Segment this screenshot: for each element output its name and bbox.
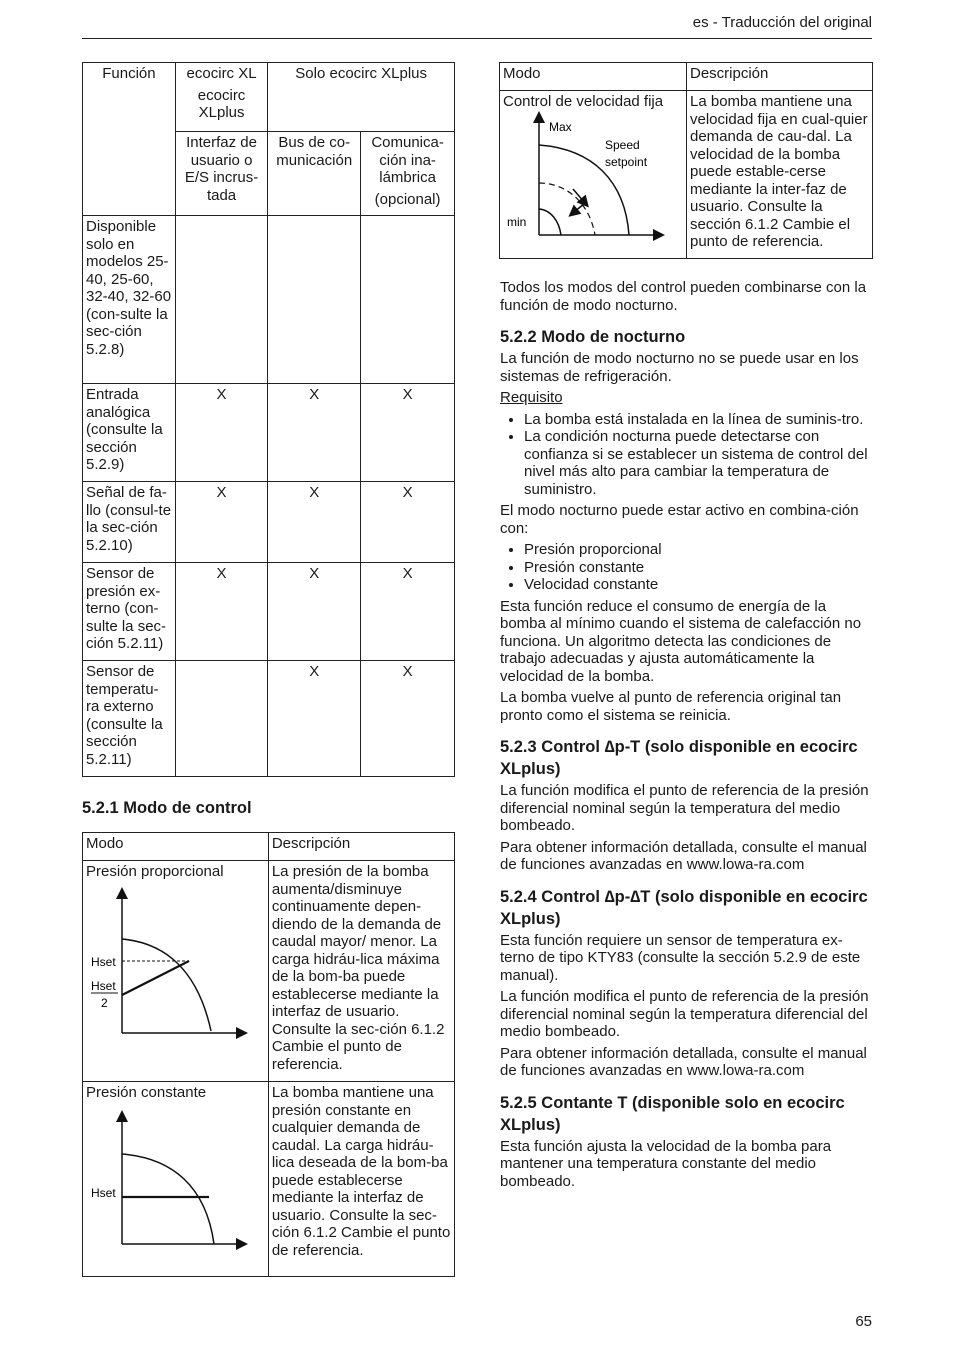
row-cell: X <box>268 482 361 563</box>
intro-paragraph: Todos los modos del control pueden combinarse con la función de modo nocturno. <box>500 279 867 314</box>
row-label: Entrada analógica (consulte la sección 5.2.9) <box>83 384 176 482</box>
hset-label: Hset <box>91 954 116 969</box>
s523-p2: Para obtener información detallada, consulte el manual de funciones avanzadas en www.lowa-ra.com <box>500 838 867 873</box>
table-row <box>83 861 455 1082</box>
max-curve <box>122 939 211 1031</box>
row-cell: X <box>268 384 361 482</box>
hset2-bottom-label: 2 <box>101 995 108 1010</box>
col-mode-header: Modo <box>500 63 687 91</box>
mode-label: Control de velocidad fija <box>503 93 664 110</box>
row-label: Sensor de temperatu-ra externo (consulte la sección 5.2.11) <box>83 661 176 777</box>
section-525-title: 5.2.5 Contante T (disponible solo en ecocirc XLplus) <box>500 1093 845 1134</box>
header-title: es - Traducción del original <box>692 14 872 31</box>
requisito-list <box>500 411 873 499</box>
right-column <box>500 279 873 1194</box>
mode-cell <box>500 91 687 259</box>
row-label: Sensor de presión ex-terno (con-sulte la sec-ción 5.2.11) <box>83 563 176 661</box>
sub-wireless-header <box>361 132 455 216</box>
row-cell: X <box>361 482 455 563</box>
list-item: • La condición nocturna puede detectarse con confianza si se establecer un sistema de control del nivel más alto para cambiar la temperatura de suministro. <box>524 428 873 498</box>
row-label: Disponible solo en modelos 25-40, 25-60, 32-40, 32-60 (con-sulte la sec-ción 5.2.8) <box>83 216 176 384</box>
sub-bus-header: Bus de co-municación <box>268 132 361 216</box>
s524-p1: Esta función requiere un sensor de temperatura ex-terno de tipo KTY83 (consulte la sección 5.2.9 de este manual). <box>500 931 861 984</box>
control-mode-table <box>82 832 455 1277</box>
section-521-title: 5.2.1 Modo de control <box>82 799 252 817</box>
proportional-line <box>122 961 189 995</box>
combo-list <box>500 541 873 594</box>
table-row <box>83 384 455 482</box>
speed-label: Speed <box>605 137 640 152</box>
max-curve <box>122 1154 214 1244</box>
mode-label: Presión proporcional <box>86 863 224 880</box>
row-cell: X <box>175 482 268 563</box>
mode-cell <box>83 861 269 1082</box>
col-funcion-header: Función <box>83 63 176 216</box>
s523-p1: La función modifica el punto de referencia de la presión diferencial nominal según la temperatura del medio bombeado. <box>500 782 869 834</box>
header-rule <box>82 38 872 39</box>
row-cell <box>361 216 455 384</box>
increase-arrow <box>573 203 585 213</box>
col-xlplus-only-header: Solo ecocirc XLplus <box>268 63 455 132</box>
row-cell: X <box>361 563 455 661</box>
min-speed-curve <box>539 209 561 235</box>
col-mode-header: Modo <box>83 833 269 861</box>
section-523-title: 5.2.3 Control ∆p-T (solo disponible en ecocirc XLplus) <box>500 738 858 778</box>
s524-p3: Para obtener información detallada, consulte el manual de funciones avanzadas en www.lowa-ra.com <box>500 1044 867 1079</box>
max-label: Max <box>549 119 572 134</box>
s525-p1: Esta función ajusta la velocidad de la bomba para mantener una temperatura constante del medio bombeado. <box>500 1137 832 1190</box>
mode-cell <box>83 1082 269 1277</box>
fixed-speed-diagram <box>503 111 683 243</box>
sub-wireless-label: Comunica-ción ina-lámbrica <box>371 134 444 186</box>
desc-cell: La bomba mantiene una velocidad fija en cual-quier demanda de cau-dal. La velocidad de la bomba puede estable-cerse mediante la inter-faz de usuario. Consulte la sección 6.1.2 Cambie el punto de referencia. <box>687 91 873 259</box>
table-row <box>83 482 455 563</box>
list-item: • Presión proporcional <box>524 541 873 559</box>
list-item: • Velocidad constante <box>524 576 873 594</box>
row-cell: X <box>361 384 455 482</box>
col-xl-header <box>175 63 268 132</box>
table-row <box>83 563 455 661</box>
col-desc-header: Descripción <box>268 833 454 861</box>
row-cell: X <box>175 384 268 482</box>
min-label: min <box>507 214 527 229</box>
setpoint-curve <box>539 183 595 235</box>
sub-interface-header: Interfaz de usuario o E/S incrus-tada <box>175 132 268 216</box>
speed-control-table <box>499 62 873 259</box>
s522-p2: El modo nocturno puede estar activo en combina-ción con: <box>500 502 859 537</box>
desc-cell: La bomba mantiene una presión constante en cualquier demanda de caudal. La carga hidráu-lica deseada de la bom-ba puede establecerse mediante la interfaz de usuario. Consulte la sec-ción 6.1.2 Cambie el punto de referencia. <box>268 1082 454 1277</box>
col-xl-line1: ecocirc XL <box>186 65 257 82</box>
table-row <box>500 91 873 259</box>
col-xl-line2: ecocirc XLplus <box>197 86 246 121</box>
row-cell <box>175 661 268 777</box>
list-item: • La bomba está instalada en la línea de suminis-tro. <box>524 411 873 429</box>
row-cell: X <box>268 661 361 777</box>
col-desc-header: Descripción <box>687 63 873 91</box>
section-524-title: 5.2.4 Control ∆p-∆T (solo disponible en ecocirc XLplus) <box>500 887 868 928</box>
function-table <box>82 62 455 777</box>
hset2-top-label: Hset <box>91 978 116 993</box>
constant-pressure-diagram <box>86 1102 256 1252</box>
row-label: Señal de fa-llo (consul-te la sec-ción 5.2.10) <box>83 482 176 563</box>
table-row <box>83 661 455 777</box>
table-row <box>83 1082 455 1277</box>
s522-p3: Esta función reduce el consumo de energía de la bomba al mínimo cuando el sistema de calefacción no funciona. Un algoritmo detecta las condiciones de trabajo adecuadas y ajusta automáticamente la velocidad de la bomba. <box>500 597 862 685</box>
desc-cell: La presión de la bomba aumenta/disminuye continuamente depen-diendo de la demanda de caudal mayor/ menor. La carga hidráu-lica máxima de la bom-ba puede establecerse mediante la interfaz de usuario. Consulte la sec-ción 6.1.2 Cambie el punto de referencia. <box>268 861 454 1082</box>
mode-label: Presión constante <box>86 1084 207 1101</box>
row-cell <box>175 216 268 384</box>
list-item: • Presión constante <box>524 559 873 577</box>
row-cell: X <box>175 563 268 661</box>
row-cell: X <box>361 661 455 777</box>
s522-p4: La bomba vuelve al punto de referencia original tan pronto como el sistema se reinicia. <box>500 689 842 724</box>
hset-label: Hset <box>91 1185 116 1200</box>
s522-p1: La función de modo nocturno no se puede usar en los sistemas de refrigeración. <box>500 350 859 385</box>
table-row <box>83 216 455 384</box>
row-cell: X <box>268 563 361 661</box>
sub-optional-label: (opcional) <box>374 190 441 208</box>
setpoint-label: setpoint <box>605 154 648 169</box>
proportional-pressure-diagram <box>86 881 256 1041</box>
page-number: 65 <box>855 1313 872 1330</box>
section-522-title: 5.2.2 Modo de nocturno <box>500 328 686 346</box>
row-cell <box>268 216 361 384</box>
requisito-label: Requisito <box>500 389 563 406</box>
s524-p2: La función modifica el punto de referencia de la presión diferencial nominal según la temperatura diferencial del medio bombeado. <box>500 988 869 1040</box>
